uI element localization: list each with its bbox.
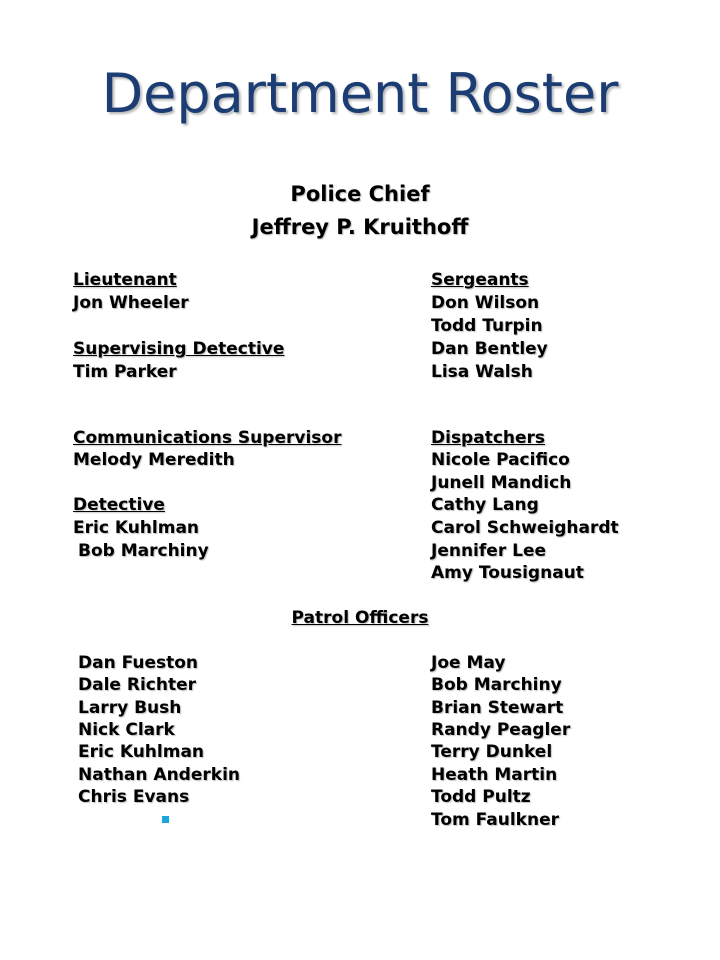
patrol-officer-name: Eric Kuhlman [78,742,205,762]
patrol-officer-name: Nathan Anderkin [78,765,240,785]
patrol-officer-name: Nick Clark [78,720,175,740]
dispatcher-name: Amy Tousignaut [431,563,584,583]
supervising-detective-name: Tim Parker [73,362,177,382]
sergeant-name: Dan Bentley [431,339,548,359]
dispatcher-name: Nicole Pacifico [431,450,570,470]
patrol-officer-name: Randy Peagler [431,720,571,740]
page-title: Department Roster [101,62,619,125]
patrol-officer-name: Dale Richter [78,675,196,695]
sergeant-name: Lisa Walsh [431,362,533,382]
patrol-officer-name: Dan Fueston [78,653,199,673]
sergeants-heading: Sergeants [431,270,529,290]
dispatcher-name: Junell Mandich [431,473,572,493]
patrol-officer-name: Larry Bush [78,698,182,718]
lieutenant-name: Jon Wheeler [73,293,189,313]
dispatchers-heading: Dispatchers [431,428,546,448]
supervising-detective-heading: Supervising Detective [73,339,285,359]
detective-heading: Detective [73,495,165,515]
dispatcher-name: Carol Schweighardt [431,518,619,538]
patrol-officer-name: Terry Dunkel [431,742,553,762]
communications-supervisor-name: Melody Meredith [73,450,235,470]
sergeant-name: Don Wilson [431,293,540,313]
patrol-officer-name: Bob Marchiny [431,675,562,695]
patrol-officer-name: Tom Faulkner [431,810,559,830]
patrol-officer-name: Brian Stewart [431,698,564,718]
detective-name: Eric Kuhlman [73,518,200,538]
bullet-marker [162,816,169,823]
detective-name: Bob Marchiny [78,541,209,561]
patrol-officer-name: Todd Pultz [431,787,531,807]
communications-supervisor-heading: Communications Supervisor [73,428,342,448]
patrol-officer-name: Joe May [431,653,506,673]
dispatcher-name: Jennifer Lee [431,541,547,561]
chief-name: Jeffrey P. Kruithoff [251,215,469,239]
patrol-officer-name: Chris Evans [78,787,190,807]
dispatcher-name: Cathy Lang [431,495,539,515]
patrol-officer-name: Heath Martin [431,765,558,785]
chief-title: Police Chief [290,182,430,206]
lieutenant-heading: Lieutenant [73,270,177,290]
sergeant-name: Todd Turpin [431,316,543,336]
patrol-officers-heading: Patrol Officers [291,608,429,628]
